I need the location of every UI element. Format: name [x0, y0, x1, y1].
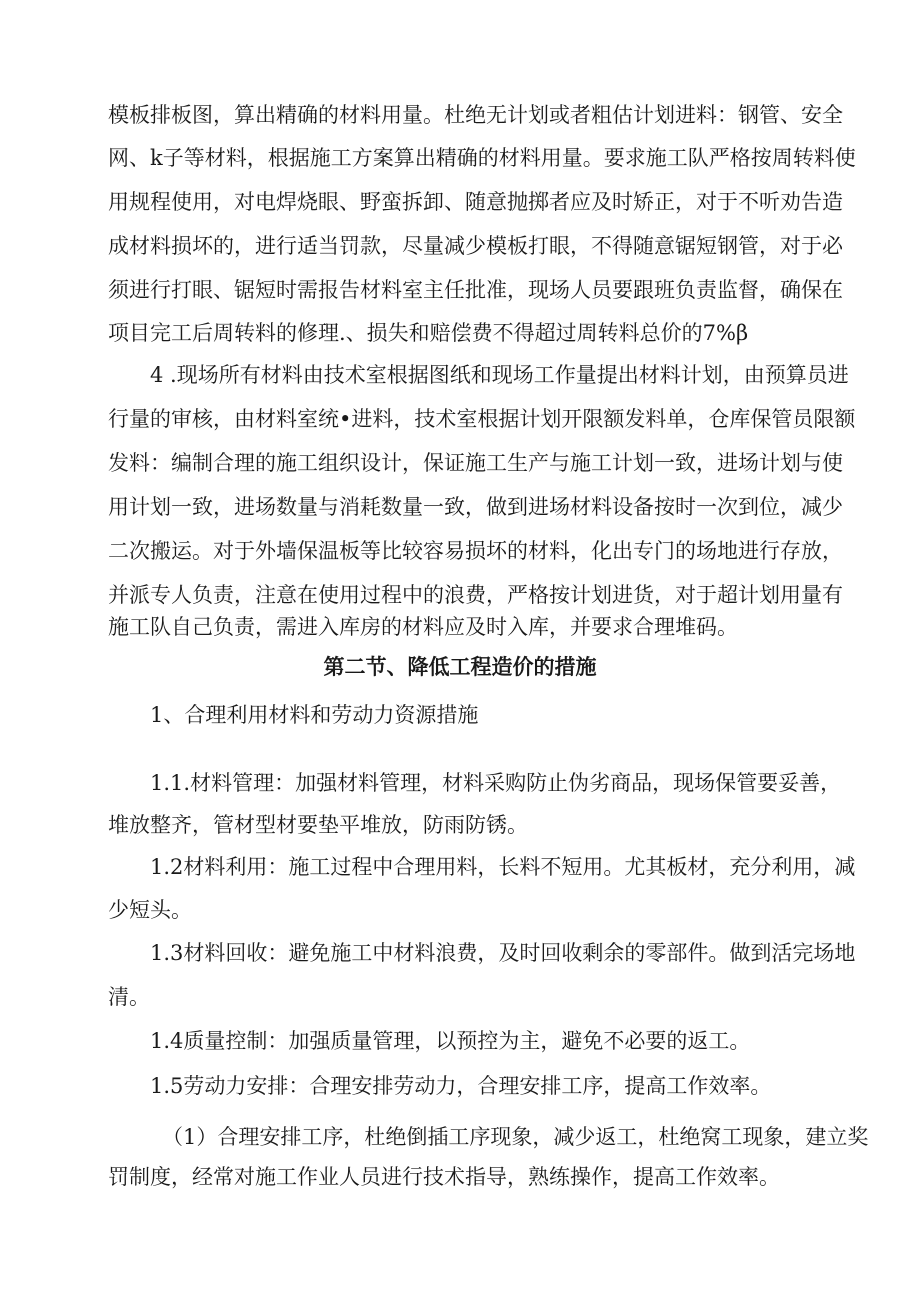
- item-1-2-cont: 少短头。: [108, 898, 192, 922]
- item-1-1-cont: 堆放整齐，管材型材要垫平堆放，防雨防锈。: [108, 813, 528, 837]
- item-1-5-sub-1: （1）合理安排工序，杜绝倒插工序现象，减少返工，杜绝窝工现象，建立奖: [162, 1125, 869, 1149]
- body-line: 并派专人负责，注意在使用过程中的浪费，严格按计划进货，对于超计划用量有: [108, 583, 843, 607]
- body-line: 施工队自己负责，需进入库房的材料应及时入库，并要求合理堆码。: [108, 615, 738, 639]
- body-line: 二次搬运。对于外墙保温板等比较容易损坏的材料，化出专门的场地进行存放，: [108, 539, 843, 563]
- item-1-3: 1.3材料回收：避免施工中材料浪费，及时回收剩余的零部件。做到活完场地: [150, 941, 856, 965]
- body-line: 用计划一致，进场数量与消耗数量一致，做到进场材料设备按时一次到位，减少: [108, 495, 843, 519]
- paragraph-4-first-line: 4 .现场所有材料由技术室根据图纸和现场工作量提出材料计划，由预算员进: [150, 363, 849, 387]
- body-line: 须进行打眼、锯短时需报告材料室主任批准，现场人员要跟班负责监督，确保在: [108, 278, 843, 302]
- body-line: 发料：编制合理的施工组织设计，保证施工生产与施工计划一致，进场计划与使: [108, 451, 843, 475]
- item-1-3-cont: 清。: [108, 985, 150, 1009]
- subheading: 1、合理利用材料和劳动力资源措施: [150, 703, 479, 727]
- body-line: 网、k子等材料，根据施工方案算出精确的材料用量。要求施工队严格按周转料使: [108, 146, 856, 170]
- body-line: 模板排板图，算出精确的材料用量。杜绝无计划或者粗估计划进料：钢管、安全: [108, 103, 843, 127]
- item-1-5: 1.5劳动力安排：合理安排劳动力，合理安排工序，提高工作效率。: [150, 1074, 772, 1098]
- body-line: 成材料损坏的，进行适当罚款，尽量减少模板打眼，不得随意锯短钢管，对于必: [108, 234, 843, 258]
- body-line: 项目完工后周转料的修理.、损失和赔偿费不得超过周转料总价的7%β: [108, 321, 749, 345]
- item-1-2: 1.2材料利用：施工过程中合理用料，长料不短用。尤其板材，充分利用，减: [150, 855, 856, 879]
- item-1-4: 1.4质量控制：加强质量管理，以预控为主，避免不必要的返工。: [150, 1029, 751, 1053]
- body-line: 行量的审核，由材料室统•进料，技术室根据计划开限额发料单，仓库保管员限额: [108, 407, 856, 431]
- item-1-5-sub-1-cont: 罚制度，经常对施工作业人员进行技术指导，熟练操作，提高工作效率。: [108, 1165, 780, 1189]
- body-line: 用规程使用，对电焊烧眼、野蛮拆卸、随意抛掷者应及时矫正，对于不听劝告造: [108, 190, 843, 214]
- section-heading: 第二节、降低工程造价的措施: [323, 655, 597, 679]
- item-1-1: 1.1.材料管理：加强材料管理，材料采购防止伪劣商品，现场保管要妥善，: [150, 771, 842, 795]
